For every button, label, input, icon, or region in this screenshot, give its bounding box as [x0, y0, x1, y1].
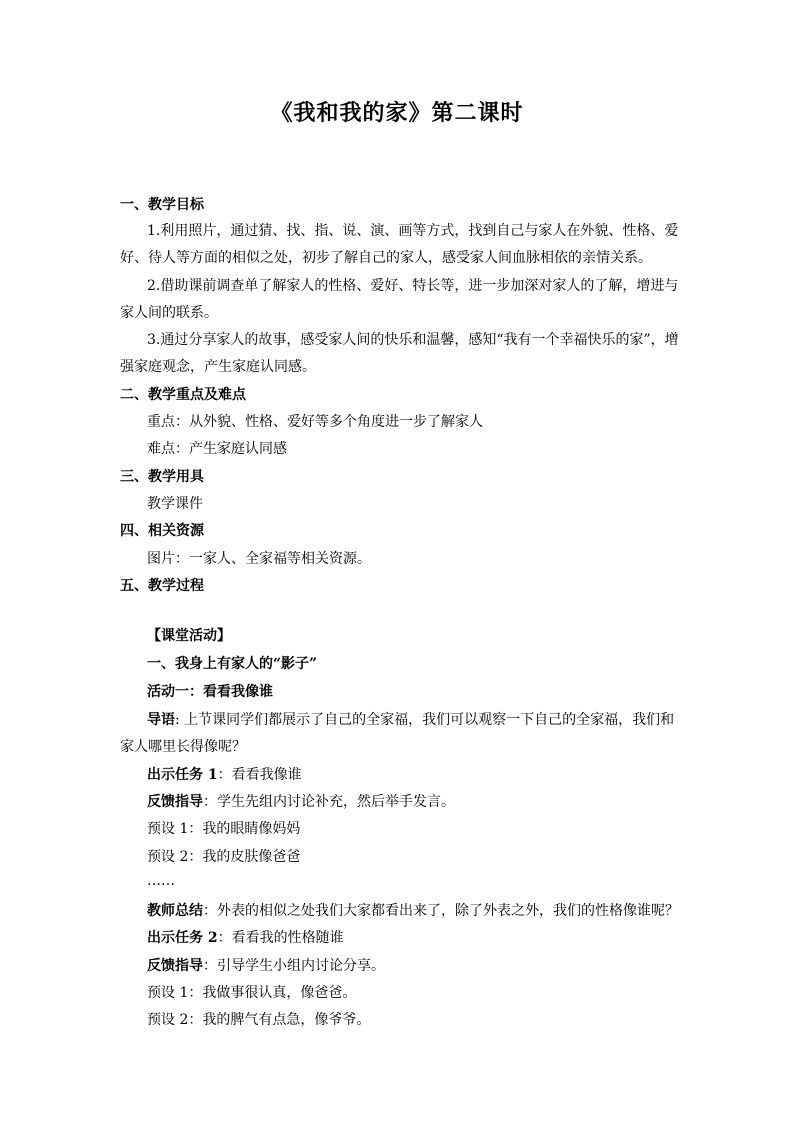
feedback-2-text: ：引导学生小组内讨论分享。 — [203, 958, 385, 974]
goal-3-line-1: 3.通过分享家人的故事，感受家人间的快乐和温馨，感知“我有一个幸福快乐的家”，增 — [147, 332, 679, 348]
classroom-activity-title: 【课堂活动】 — [147, 628, 231, 644]
feedback-1-text: ：学生先组内讨论补充，然后举手发言。 — [203, 794, 455, 810]
teacher-summary-line — [147, 902, 679, 920]
goal-3-line-2: 强家庭观念，产生家庭认同感。 — [120, 359, 316, 375]
teacher-summary-label: 教师总结 — [147, 903, 203, 919]
task-2-text: ：看看我的性格随谁 — [217, 930, 344, 946]
teacher-summary-text: ：外表的相似之处我们大家都看出来了，除了外表之外，我们的性格像谁呢？ — [203, 903, 679, 919]
ellipsis: …… — [147, 873, 175, 889]
feedback-2-line — [147, 957, 385, 975]
activity-1-title: 活动一：看看我像谁 — [147, 684, 273, 700]
feedback-2-label: 反馈指导 — [147, 958, 203, 974]
preset-1-2: 预设 2：我的皮肤像爸爸 — [147, 849, 301, 865]
resources-content: 图片：一家人、全家福等相关资源。 — [147, 551, 371, 567]
guide-text: : 上节课同学们都展示了自己的全家福，我们可以观察一下自己的全家福，我们和 — [175, 712, 675, 728]
goal-2-line-2: 家人间的联系。 — [120, 305, 218, 321]
key-point: 重点：从外貌、性格、爱好等多个角度进一步了解家人 — [147, 414, 483, 430]
section-heading-goals: 一、教学目标 — [120, 197, 204, 213]
guide-line-1 — [147, 711, 674, 729]
section-heading-resources: 四、相关资源 — [120, 523, 204, 539]
task-2-label: 出示任务 2 — [147, 930, 218, 946]
goal-1-line-2: 好、待人等方面的相似之处，初步了解自己的家人，感受家人间血脉相依的亲情关系。 — [120, 250, 652, 266]
guide-label: 导语 — [147, 712, 175, 728]
guide-line-2: 家人哪里长得像呢？ — [120, 739, 246, 755]
preset-1-1: 预设 1：我的眼睛像妈妈 — [147, 821, 301, 837]
teaching-tools-content: 教学课件 — [147, 496, 203, 512]
part-1-title: 一、我身上有家人的“影子” — [147, 656, 318, 672]
section-heading-teaching-tools: 三、教学用具 — [120, 469, 204, 485]
section-heading-key-points: 二、教学重点及难点 — [120, 387, 246, 403]
feedback-1-label: 反馈指导 — [147, 794, 203, 810]
preset-2-1: 预设 1：我做事很认真，像爸爸。 — [147, 985, 357, 1001]
page-title: 《我和我的家》第二课时 — [270, 100, 524, 126]
feedback-1-line — [147, 793, 455, 811]
task-2-line — [147, 929, 344, 947]
section-heading-process: 五、教学过程 — [120, 578, 204, 594]
task-1-text: ：看看我像谁 — [217, 767, 302, 783]
preset-2-2: 预设 2：我的脾气有点急，像爷爷。 — [147, 1012, 371, 1028]
difficulty-point: 难点：产生家庭认同感 — [147, 441, 287, 457]
goal-2-line-1: 2.借助课前调查单了解家人的性格、爱好、特长等，进一步加深对家人的了解，增进与 — [147, 278, 679, 294]
goal-1-line-1: 1.利用照片，通过猜、找、指、说、演、画等方式，找到自己与家人在外貌、性格、爱 — [147, 223, 679, 239]
task-1-label: 出示任务 1 — [147, 767, 218, 783]
task-1-line — [147, 766, 302, 784]
